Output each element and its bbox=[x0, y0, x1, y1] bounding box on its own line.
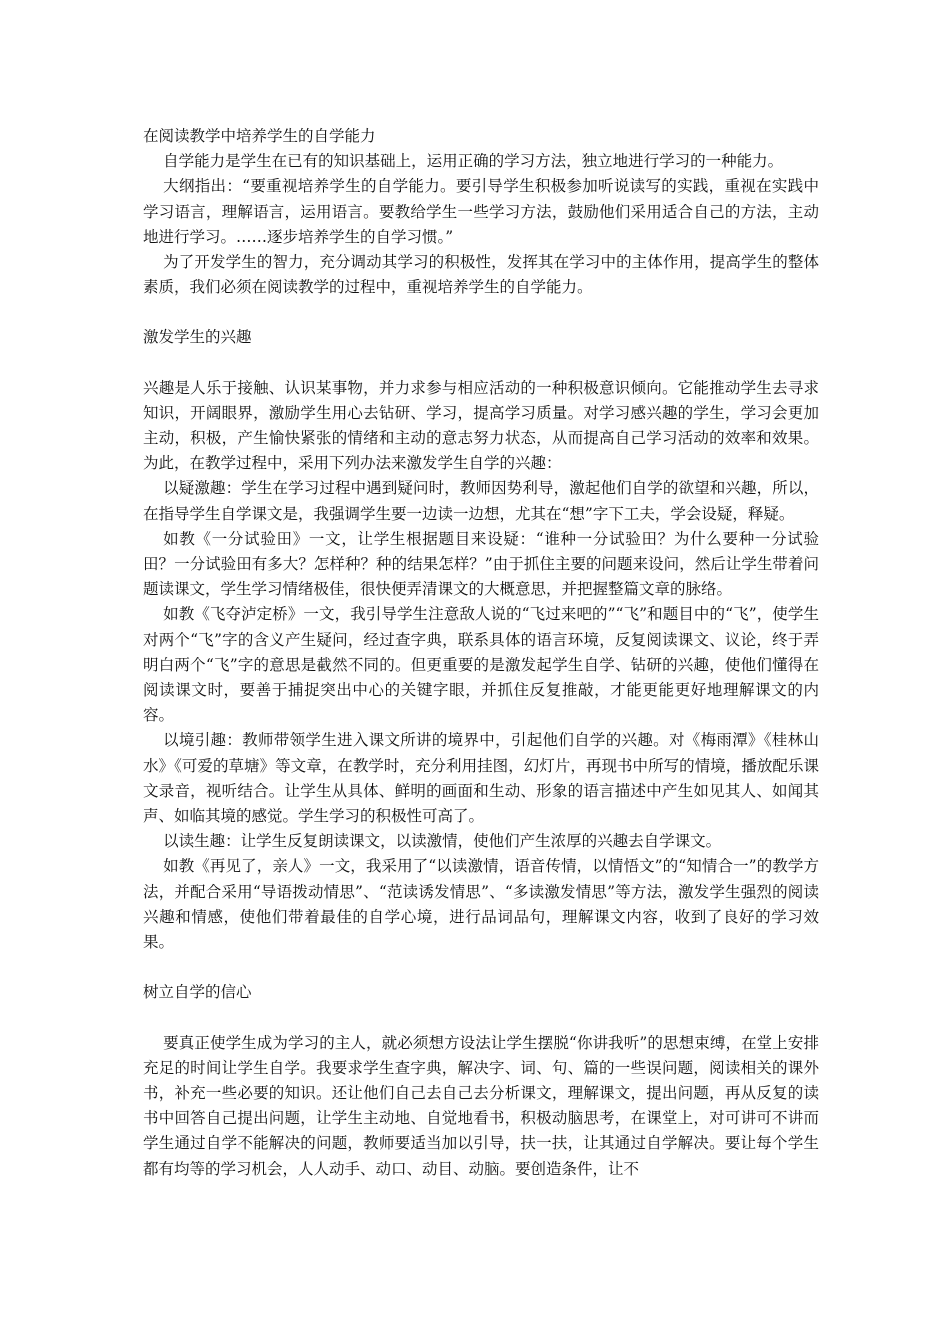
document-title: 在阅读教学中培养学生的自学能力 bbox=[143, 127, 376, 145]
intro-paragraph-1: 自学能力是学生在已有的知识基础上，运用正确的学习方法，独立地进行学习的一种能力。 bbox=[163, 152, 784, 171]
section1-paragraph-2: 如教《一分试验田》一文，让学生根据题目来设疑：“谁种一分试验田？为什么要种一分试验田？一分试验田有多大？怎样种？种的结果怎样？”由于抓住主要的问题来设问，然后让学生带着问题读课文，学生学习情绪极佳，很快便弄清课文的大概意思，并把握整篇文章的脉络。 bbox=[143, 529, 819, 599]
section1-paragraph-4: 以境引趣：教师带领学生进入课文所讲的境界中，引起他们自学的兴趣。对《梅雨潭》《桂林山水》《可爱的草塘》等文章，在教学时，充分利用挂图，幻灯片，再现书中所写的情境，播放配乐课文录音，视听结合。让学生从具体、鲜明的画面和生动、形象的语言描述中产生如见其人、如闻其声、如临其境的感觉。学生学习的积极性可高了。 bbox=[143, 731, 819, 826]
section1-paragraph-6: 如教《再见了，亲人》一文，我采用了“以读激情，语音传情，以情悟文”的“知情合一”的教学方法，并配合采用“导语拨动情思”、“范读诱发情思”、“多读激发情思”等方法，激发学生强烈的阅读兴趣和情感，使他们带着最佳的自学心境，进行品词品句，理解课文内容，收到了良好的学习效果。 bbox=[143, 857, 819, 952]
intro-paragraph-2: 大纲指出：“要重视培养学生的自学能力。要引导学生积极参加听说读写的实践，重视在实践中学习语言，理解语言，运用语言。要教给学生一些学习方法，鼓励他们采用适合自己的方法，主动地进行学习。……逐步培养学生的自学习惯。” bbox=[143, 177, 819, 246]
intro-paragraph-3: 为了开发学生的智力，充分调动其学习的积极性，发挥其在学习中的主体作用，提高学生的整体素质，我们必须在阅读教学的过程中，重视培养学生的自学能力。 bbox=[143, 253, 819, 297]
section-heading-interest: 激发学生的兴趣 bbox=[143, 328, 252, 347]
section1-lead-paragraph: 兴趣是人乐于接触、认识某事物，并力求参与相应活动的一种积极意识倾向。它能推动学生去寻求知识，开阔眼界，激励学生用心去钻研、学习，提高学习质量。对学习感兴趣的学生，学习会更加主动，积极，产生愉快紧张的情绪和主动的意志努力状态，从而提高自己学习活动的效率和效果。为此，在教学过程中，采用下列办法来激发学生自学的兴趣： bbox=[143, 378, 819, 473]
section-heading-confidence: 树立自学的信心 bbox=[143, 983, 252, 1002]
document-page bbox=[143, 124, 819, 1182]
section1-paragraph-3: 如教《飞夺泸定桥》一文，我引导学生注意敌人说的“飞过来吧的”“飞”和题目中的“飞”，使学生对两个“飞”字的含义产生疑问，经过查字典，联系具体的语言环境，反复阅读课文、议论，终于弄明白两个“飞”字的意思是截然不同的。但更重要的是激发起学生自学、钻研的兴趣，使他们懂得在阅读课文时，要善于捕捉突出中心的关键字眼，并抓住反复推敲，才能更能更好地理解课文的内容。 bbox=[143, 605, 819, 725]
section1-paragraph-1: 以疑激趣：学生在学习过程中遇到疑问时，教师因势利导，激起他们自学的欲望和兴趣，所以，在指导学生自学课文是，我强调学生要一边读一边想，尤其在“想”字下工夫，学会设疑，释疑。 bbox=[143, 479, 819, 523]
section1-paragraph-5: 以读生趣：让学生反复朗读课文，以读激情，使他们产生浓厚的兴趣去自学课文。 bbox=[163, 832, 722, 851]
section2-paragraph-1: 要真正使学生成为学习的主人，就必须想方设法让学生摆脱“你讲我听”的思想束缚，在堂上安排充足的时间让学生自学。我要求学生查字典，解决字、词、句、篇的一些误问题，阅读相关的课外书，补充一些必要的知识。还让他们自己去自己去分析课文，理解课文，提出问题，再从反复的读书中回答自己提出问题，让学生主动地、自觉地看书，积极动脑思考，在课堂上，对可讲可不讲而学生通过自学不能解决的问题，教师要适当加以引导，扶一扶，让其通过自学解决。要让每个学生都有均等的学习机会，人人动手、动口、动目、动脑。要创造条件，让不 bbox=[143, 1033, 819, 1178]
